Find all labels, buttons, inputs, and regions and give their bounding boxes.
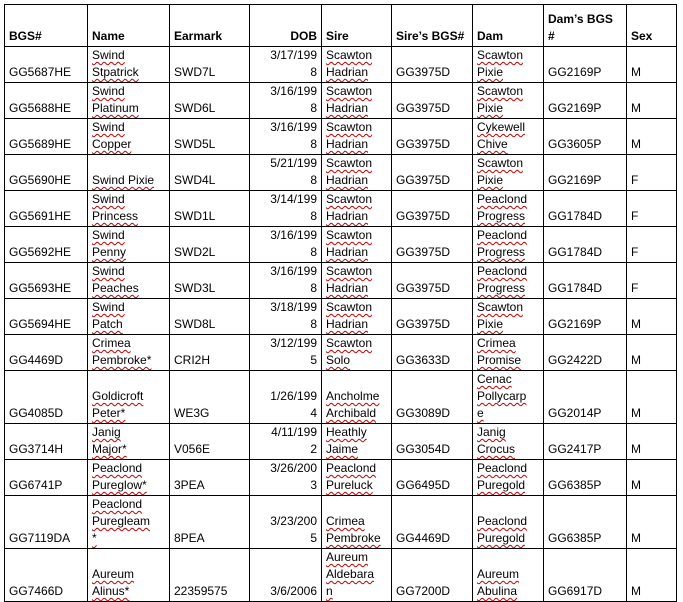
cell-sex xyxy=(627,549,677,602)
cell-dam-text: Peaclond Puregold xyxy=(477,461,528,492)
cell-earmark-text: SWD7L xyxy=(174,65,216,79)
cell-sire-bgs xyxy=(392,191,473,227)
cell-sire-bgs xyxy=(392,227,473,263)
cell-dam-bgs-text: GG2422D xyxy=(548,353,603,367)
cell-earmark-text: 8PEA xyxy=(174,531,205,545)
table-row xyxy=(5,227,677,263)
cell-name xyxy=(88,299,170,335)
cell-sex-text: M xyxy=(631,65,641,79)
cell-sex xyxy=(627,460,677,496)
cell-bgs-text: GG4469D xyxy=(9,353,64,367)
cell-sire-text: Aureum Aldebara n xyxy=(326,550,375,598)
cell-sex xyxy=(627,83,677,119)
cell-sex-text: F xyxy=(631,209,639,223)
cell-sex-text: M xyxy=(631,353,641,367)
cell-dam xyxy=(473,299,544,335)
cell-sire-bgs xyxy=(392,335,473,371)
cell-bgs-text: GG5691HE xyxy=(9,209,72,223)
pedigree-table-container xyxy=(4,4,677,602)
cell-sire-bgs-text: GG3975D xyxy=(396,173,451,187)
table-row xyxy=(5,299,677,335)
cell-earmark-text: SWD8L xyxy=(174,317,216,331)
cell-sire xyxy=(322,227,392,263)
cell-dam-bgs xyxy=(544,155,627,191)
cell-dob xyxy=(250,299,322,335)
cell-sire xyxy=(322,424,392,460)
cell-sire-bgs xyxy=(392,119,473,155)
cell-sire xyxy=(322,335,392,371)
cell-dob-text: 3/18/199 8 xyxy=(270,300,317,331)
cell-dam-text: Cykewell Chive xyxy=(477,120,526,151)
cell-sex-text: M xyxy=(631,137,641,151)
cell-earmark-text: 22359575 xyxy=(174,584,228,598)
table-body xyxy=(5,47,677,602)
cell-dam-text: Peaclond Progress xyxy=(477,228,528,259)
cell-dam xyxy=(473,335,544,371)
cell-earmark xyxy=(170,424,250,460)
cell-dam xyxy=(473,119,544,155)
cell-sire-text: Crimea Pembroke xyxy=(326,514,381,545)
cell-sex xyxy=(627,371,677,424)
cell-earmark-text: V056E xyxy=(174,442,211,456)
cell-sire-bgs-text: GG3054D xyxy=(396,442,451,456)
cell-dam-bgs xyxy=(544,227,627,263)
cell-earmark xyxy=(170,335,250,371)
cell-sire-bgs xyxy=(392,460,473,496)
cell-earmark xyxy=(170,460,250,496)
cell-dam-bgs-text: GG1784D xyxy=(548,209,603,223)
cell-name xyxy=(88,191,170,227)
table-row xyxy=(5,191,677,227)
cell-bgs xyxy=(5,299,88,335)
cell-name xyxy=(88,549,170,602)
cell-dam-text: Cenac Pollycarp e xyxy=(477,372,527,420)
cell-sex-text: M xyxy=(631,317,641,331)
cell-dam-bgs-text: GG2169P xyxy=(548,317,602,331)
cell-sire-bgs-text: GG3089D xyxy=(396,406,451,420)
cell-sire-text: Scawton Hadrian xyxy=(326,192,373,223)
cell-dam-text: Aureum Abulina xyxy=(477,567,520,598)
cell-dob xyxy=(250,191,322,227)
cell-bgs-text: GG6741P xyxy=(9,478,63,492)
cell-dam xyxy=(473,549,544,602)
cell-sire-bgs xyxy=(392,83,473,119)
cell-dam xyxy=(473,424,544,460)
cell-sex xyxy=(627,191,677,227)
cell-dam-bgs-text: GG2169P xyxy=(548,173,602,187)
cell-earmark xyxy=(170,371,250,424)
cell-dam xyxy=(473,263,544,299)
table-row xyxy=(5,371,677,424)
cell-sire xyxy=(322,155,392,191)
cell-dam-bgs-text: GG2014P xyxy=(548,406,602,420)
cell-dam-bgs xyxy=(544,424,627,460)
cell-sire-bgs xyxy=(392,371,473,424)
cell-bgs xyxy=(5,371,88,424)
cell-dam-bgs xyxy=(544,460,627,496)
header-name: Name xyxy=(88,5,170,47)
cell-sex xyxy=(627,299,677,335)
table-row xyxy=(5,47,677,83)
cell-dob xyxy=(250,496,322,549)
cell-dob xyxy=(250,227,322,263)
cell-sex-text: F xyxy=(631,245,639,259)
cell-name xyxy=(88,47,170,83)
cell-dob xyxy=(250,263,322,299)
cell-sire-text: Scawton Solo xyxy=(326,336,373,367)
cell-earmark xyxy=(170,155,250,191)
cell-dam-text: Peaclond Progress xyxy=(477,264,528,295)
table-row xyxy=(5,155,677,191)
cell-name xyxy=(88,335,170,371)
cell-dam-bgs-text: GG1784D xyxy=(548,281,603,295)
cell-dam-bgs xyxy=(544,47,627,83)
cell-sex-text: M xyxy=(631,101,641,115)
table-row xyxy=(5,83,677,119)
cell-sex-text: M xyxy=(631,442,641,456)
cell-sex xyxy=(627,47,677,83)
header-bgs: BGS# xyxy=(5,5,88,47)
cell-sex xyxy=(627,227,677,263)
cell-sex-text: M xyxy=(631,584,641,598)
cell-sire xyxy=(322,299,392,335)
cell-dam-bgs-text: GG2169P xyxy=(548,65,602,79)
cell-sire-bgs xyxy=(392,549,473,602)
cell-dob xyxy=(250,335,322,371)
cell-name-text: Aureum Alinus* xyxy=(92,567,135,598)
header-sire-bgs: Sire’s BGS# xyxy=(392,5,473,47)
cell-dob xyxy=(250,424,322,460)
cell-sire-bgs xyxy=(392,424,473,460)
cell-dam xyxy=(473,496,544,549)
cell-dob-text: 3/16/199 8 xyxy=(270,84,317,115)
cell-name xyxy=(88,155,170,191)
cell-bgs xyxy=(5,549,88,602)
cell-bgs-text: GG5690HE xyxy=(9,173,72,187)
cell-sire-bgs-text: GG6495D xyxy=(396,478,451,492)
cell-name-text: Goldicroft Peter* xyxy=(92,389,144,420)
cell-dam xyxy=(473,371,544,424)
cell-dam-text: Scawton Pixie xyxy=(477,48,524,79)
cell-name-text: Swind Princess xyxy=(92,192,139,223)
cell-bgs xyxy=(5,496,88,549)
cell-earmark xyxy=(170,47,250,83)
header-sire: Sire xyxy=(322,5,392,47)
cell-sire xyxy=(322,119,392,155)
table-row xyxy=(5,549,677,602)
cell-dam-bgs xyxy=(544,371,627,424)
cell-dam-bgs xyxy=(544,83,627,119)
cell-dam-text: Crimea Promise xyxy=(477,336,522,367)
table-row xyxy=(5,496,677,549)
cell-earmark xyxy=(170,263,250,299)
cell-earmark-text: SWD1L xyxy=(174,209,216,223)
cell-sire xyxy=(322,47,392,83)
cell-dam-bgs-text: GG2417P xyxy=(548,442,602,456)
pedigree-table xyxy=(4,4,677,602)
header-sex: Sex xyxy=(627,5,677,47)
cell-dob-text: 3/23/200 5 xyxy=(270,514,317,545)
cell-sire-bgs-text: GG3975D xyxy=(396,101,451,115)
cell-sire-text: Peaclond Pureluck xyxy=(326,461,377,492)
cell-dam-text: Scawton Pixie xyxy=(477,84,524,115)
cell-dob-text: 3/6/2006 xyxy=(270,584,317,598)
cell-earmark-text: 3PEA xyxy=(174,478,205,492)
cell-sire-text: Scawton Hadrian xyxy=(326,300,373,331)
cell-dam-text: Scawton Pixie xyxy=(477,300,524,331)
cell-sex xyxy=(627,119,677,155)
cell-sire-text: Scawton Hadrian xyxy=(326,228,373,259)
cell-sire xyxy=(322,83,392,119)
cell-name-text: Peaclond Pureglow* xyxy=(92,461,147,492)
cell-earmark-text: SWD4L xyxy=(174,173,216,187)
cell-dob xyxy=(250,155,322,191)
cell-dob xyxy=(250,119,322,155)
cell-sire xyxy=(322,263,392,299)
cell-earmark xyxy=(170,119,250,155)
cell-bgs-text: GG5689HE xyxy=(9,137,72,151)
cell-bgs xyxy=(5,191,88,227)
cell-sire-bgs-text: GG4469D xyxy=(396,531,451,545)
cell-sire-bgs xyxy=(392,263,473,299)
cell-sex-text: F xyxy=(631,173,639,187)
header-dam: Dam xyxy=(473,5,544,47)
cell-sire-text: Scawton Hadrian xyxy=(326,120,373,151)
cell-sire-text: Scawton Hadrian xyxy=(326,156,373,187)
cell-bgs-text: GG5693HE xyxy=(9,281,72,295)
cell-earmark xyxy=(170,227,250,263)
cell-earmark-text: SWD3L xyxy=(174,281,216,295)
table-row xyxy=(5,424,677,460)
cell-sex xyxy=(627,496,677,549)
cell-dam-bgs-text: GG3605P xyxy=(548,137,602,151)
cell-dam-bgs xyxy=(544,549,627,602)
cell-dob-text: 3/16/199 8 xyxy=(270,120,317,151)
cell-dob xyxy=(250,83,322,119)
cell-dam-bgs-text: GG6385P xyxy=(548,531,602,545)
cell-name-text: Peaclond Puregleam * xyxy=(92,497,151,545)
cell-name-text: Swind Peaches xyxy=(92,264,139,295)
cell-sire-text: Scawton Hadrian xyxy=(326,84,373,115)
cell-sex xyxy=(627,424,677,460)
cell-sire-bgs-text: GG3975D xyxy=(396,209,451,223)
cell-sire-text: Ancholme Archibald xyxy=(326,389,380,420)
table-row xyxy=(5,119,677,155)
cell-bgs xyxy=(5,155,88,191)
cell-dob xyxy=(250,549,322,602)
cell-dam-bgs xyxy=(544,191,627,227)
cell-bgs xyxy=(5,227,88,263)
cell-dam-text: Scawton Pixie xyxy=(477,156,524,187)
cell-sire-text: Scawton Hadrian xyxy=(326,264,373,295)
cell-sire-text: Heathly Jaime xyxy=(326,425,367,456)
cell-sex-text: M xyxy=(631,478,641,492)
cell-dam xyxy=(473,155,544,191)
cell-dam-bgs xyxy=(544,496,627,549)
cell-bgs xyxy=(5,47,88,83)
cell-sire-bgs xyxy=(392,47,473,83)
cell-sex xyxy=(627,263,677,299)
header-dam-bgs: Dam’s BGS # xyxy=(544,5,627,47)
cell-name-text: Swind Penny xyxy=(92,228,127,259)
table-row xyxy=(5,460,677,496)
cell-dob xyxy=(250,371,322,424)
cell-bgs-text: GG5692HE xyxy=(9,245,72,259)
cell-sire xyxy=(322,191,392,227)
cell-dam xyxy=(473,191,544,227)
cell-earmark-text: SWD2L xyxy=(174,245,216,259)
cell-earmark xyxy=(170,83,250,119)
cell-dam-text: Janig Crocus xyxy=(477,425,516,456)
cell-name xyxy=(88,227,170,263)
cell-earmark-text: SWD6L xyxy=(174,101,216,115)
cell-earmark-text: CRI2H xyxy=(174,353,211,367)
cell-name-text: Janig Major* xyxy=(92,425,127,456)
header-earmark: Earmark xyxy=(170,5,250,47)
cell-dob xyxy=(250,47,322,83)
cell-sire-bgs-text: GG3633D xyxy=(396,353,451,367)
cell-name xyxy=(88,424,170,460)
cell-name-text: Swind Copper xyxy=(92,120,132,151)
cell-sire-bgs-text: GG7200D xyxy=(396,584,451,598)
cell-name xyxy=(88,83,170,119)
cell-name-text: Crimea Pembroke* xyxy=(92,336,152,367)
cell-bgs xyxy=(5,119,88,155)
cell-dob-text: 3/26/200 3 xyxy=(270,461,317,492)
cell-earmark-text: SWD5L xyxy=(174,137,216,151)
cell-sire-bgs-text: GG3975D xyxy=(396,245,451,259)
cell-dob-text: 3/16/199 8 xyxy=(270,228,317,259)
cell-sex-text: F xyxy=(631,281,639,295)
cell-name-text: Swind Pixie xyxy=(92,173,155,187)
cell-dam-bgs xyxy=(544,263,627,299)
cell-name xyxy=(88,460,170,496)
cell-earmark xyxy=(170,549,250,602)
cell-dam-text: Peaclond Progress xyxy=(477,192,528,223)
cell-bgs xyxy=(5,335,88,371)
cell-bgs-text: GG5688HE xyxy=(9,101,72,115)
cell-sex xyxy=(627,335,677,371)
cell-dam-bgs-text: GG6385P xyxy=(548,478,602,492)
cell-sire-bgs-text: GG3975D xyxy=(396,317,451,331)
cell-dob-text: 3/12/199 5 xyxy=(270,336,317,367)
cell-name xyxy=(88,263,170,299)
cell-dam xyxy=(473,83,544,119)
cell-dam-text: Peaclond Puregold xyxy=(477,514,528,545)
header-dob: DOB xyxy=(250,5,322,47)
cell-earmark-text: WE3G xyxy=(174,406,210,420)
cell-earmark xyxy=(170,496,250,549)
cell-sire-bgs-text: GG3975D xyxy=(396,281,451,295)
cell-dam xyxy=(473,460,544,496)
cell-name-text: Swind Stpatrick xyxy=(92,48,139,79)
cell-sire-bgs-text: GG3975D xyxy=(396,65,451,79)
cell-dam-bgs-text: GG1784D xyxy=(548,245,603,259)
cell-bgs-text: GG7466D xyxy=(9,584,64,598)
cell-dam-bgs xyxy=(544,119,627,155)
cell-dam-bgs xyxy=(544,335,627,371)
cell-sex xyxy=(627,155,677,191)
cell-sire-bgs xyxy=(392,299,473,335)
cell-name xyxy=(88,119,170,155)
cell-dob-text: 3/14/199 8 xyxy=(270,192,317,223)
cell-sex-text: M xyxy=(631,531,641,545)
cell-bgs-text: GG3714H xyxy=(9,442,64,456)
cell-sire xyxy=(322,371,392,424)
cell-earmark xyxy=(170,299,250,335)
cell-name-text: Swind Patch xyxy=(92,300,125,331)
cell-dob-text: 1/26/199 4 xyxy=(270,389,317,420)
cell-dob-text: 3/16/199 8 xyxy=(270,264,317,295)
cell-dam-bgs xyxy=(544,299,627,335)
cell-bgs xyxy=(5,460,88,496)
cell-dam xyxy=(473,47,544,83)
cell-sire-bgs xyxy=(392,496,473,549)
cell-name xyxy=(88,496,170,549)
cell-bgs-text: GG5694HE xyxy=(9,317,72,331)
cell-dam xyxy=(473,227,544,263)
cell-sire xyxy=(322,460,392,496)
cell-dob xyxy=(250,460,322,496)
header-row xyxy=(5,5,677,47)
cell-sire-bgs xyxy=(392,155,473,191)
cell-name-text: Swind Platinum xyxy=(92,84,139,115)
cell-bgs xyxy=(5,424,88,460)
cell-bgs-text: GG5687HE xyxy=(9,65,72,79)
cell-sex-text: M xyxy=(631,406,641,420)
cell-dam-bgs-text: GG6917D xyxy=(548,584,603,598)
cell-sire xyxy=(322,549,392,602)
cell-earmark xyxy=(170,191,250,227)
cell-name xyxy=(88,371,170,424)
cell-bgs-text: GG7119DA xyxy=(9,531,71,545)
table-row xyxy=(5,335,677,371)
cell-bgs-text: GG4085D xyxy=(9,406,64,420)
table-row xyxy=(5,263,677,299)
cell-dob-text: 4/11/199 2 xyxy=(271,425,317,456)
cell-bgs xyxy=(5,263,88,299)
cell-dob-text: 3/17/199 8 xyxy=(270,48,317,79)
cell-bgs xyxy=(5,83,88,119)
cell-sire xyxy=(322,496,392,549)
cell-sire-text: Scawton Hadrian xyxy=(326,48,373,79)
cell-dam-bgs-text: GG2169P xyxy=(548,101,602,115)
cell-dob-text: 5/21/199 8 xyxy=(270,156,317,187)
cell-sire-bgs-text: GG3975D xyxy=(396,137,451,151)
